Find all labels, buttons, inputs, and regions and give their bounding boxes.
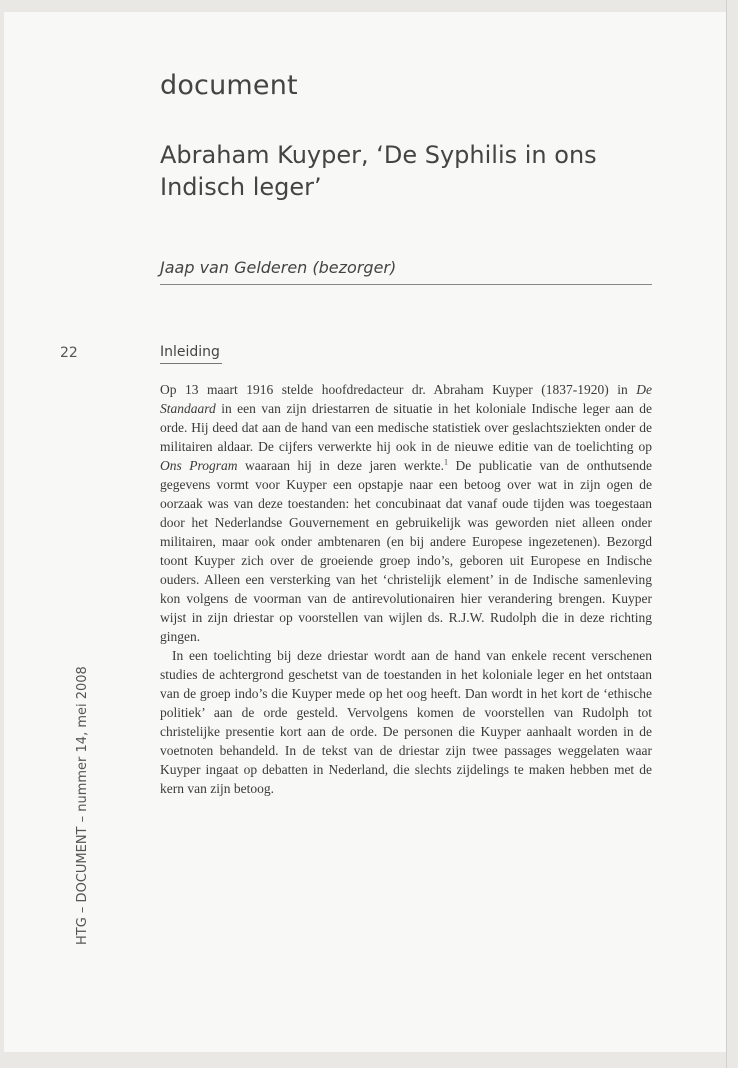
program-title: Ons Program — [160, 458, 238, 473]
paragraph-1-text: waaraan hij in deze jaren werkte. — [237, 458, 445, 473]
paragraph-1-text: Op 13 maart 1916 stelde hoofdredacteur dr. Abraham Kuyper (1837-1920) in — [160, 382, 637, 397]
page-number: 22 — [60, 345, 78, 361]
paragraph-1-text: De publicatie van de onthutsende gegevens vormt voor Kuyper een opstapje naar een betoog over wat in zijn ogen de oorzaak was van deze toestanden: het concubinaat dat vanaf oude tijden was toegestaan door het Nederlandse Gouvernement en gebruikelijk was geworden niet alleen onder militairen, maar ook onder ambtenaren (en bij andere Europese ingezetenen). Bezorgd toont Kuyper zich over de groeiende groep indo’s, geboren uit Europese en Indische ouders. Alleen een versterking van het ‘christelijk element’ in de Indische samenleving kon volgens de voorman van de antirevolutionairen hier verandering brengen. Kuyper wijst in zijn driestar op voorstellen van wijlen ds. R.J.W. Rudolph die in deze richting gingen. — [160, 458, 652, 644]
paragraph-2: In een toelichting bij deze driestar wordt aan de hand van enkele recent verschenen studies de achtergrond geschetst van de toestanden in het koloniale leger en het ontstaan van de groep indo’s die Kuyper mede op het oog heeft. Dan wordt in het kort de ‘ethische politiek’ aan de orde gesteld. Vervolgens komen de voorstellen van Rudolph tot christelijke presentie kort aan de orde. De personen die Kuyper aanhaalt worden in de voetnoten behandeld. In de tekst van de driestar zijn twee passages weggelaten waar Kuyper ingaat op debatten in Nederland, die slechts zijdelings te maken hebben met de kern van zijn betoog. — [160, 648, 652, 796]
section-label: document — [160, 70, 298, 101]
footnote-marker[interactable]: 1 — [444, 457, 449, 467]
section-heading-underline — [160, 363, 222, 364]
author-line: Jaap van Gelderen (bezorger) — [160, 258, 397, 277]
section-heading: Inleiding — [160, 344, 220, 360]
newspaper-title: De Standaard — [160, 382, 652, 416]
running-footer: HTG – DOCUMENT – nummer 14, mei 2008 — [75, 666, 90, 945]
page-edge — [726, 0, 727, 1068]
author-rule — [160, 284, 652, 285]
article-title: Abraham Kuyper, ‘De Syphilis in ons Indisch leger’ — [160, 141, 597, 201]
paragraph-1-text: in een van zijn driestarren de situatie in het koloniale Indische leger aan de orde. Hij deed dat aan de hand van een medische statistiek over geslachtsziekten onder de militairen aldaar. De cijfers verwerkte hij ook in de nieuwe editie van de toelichting op — [160, 401, 652, 454]
body-text — [160, 380, 652, 798]
paragraph-1 — [160, 380, 652, 646]
